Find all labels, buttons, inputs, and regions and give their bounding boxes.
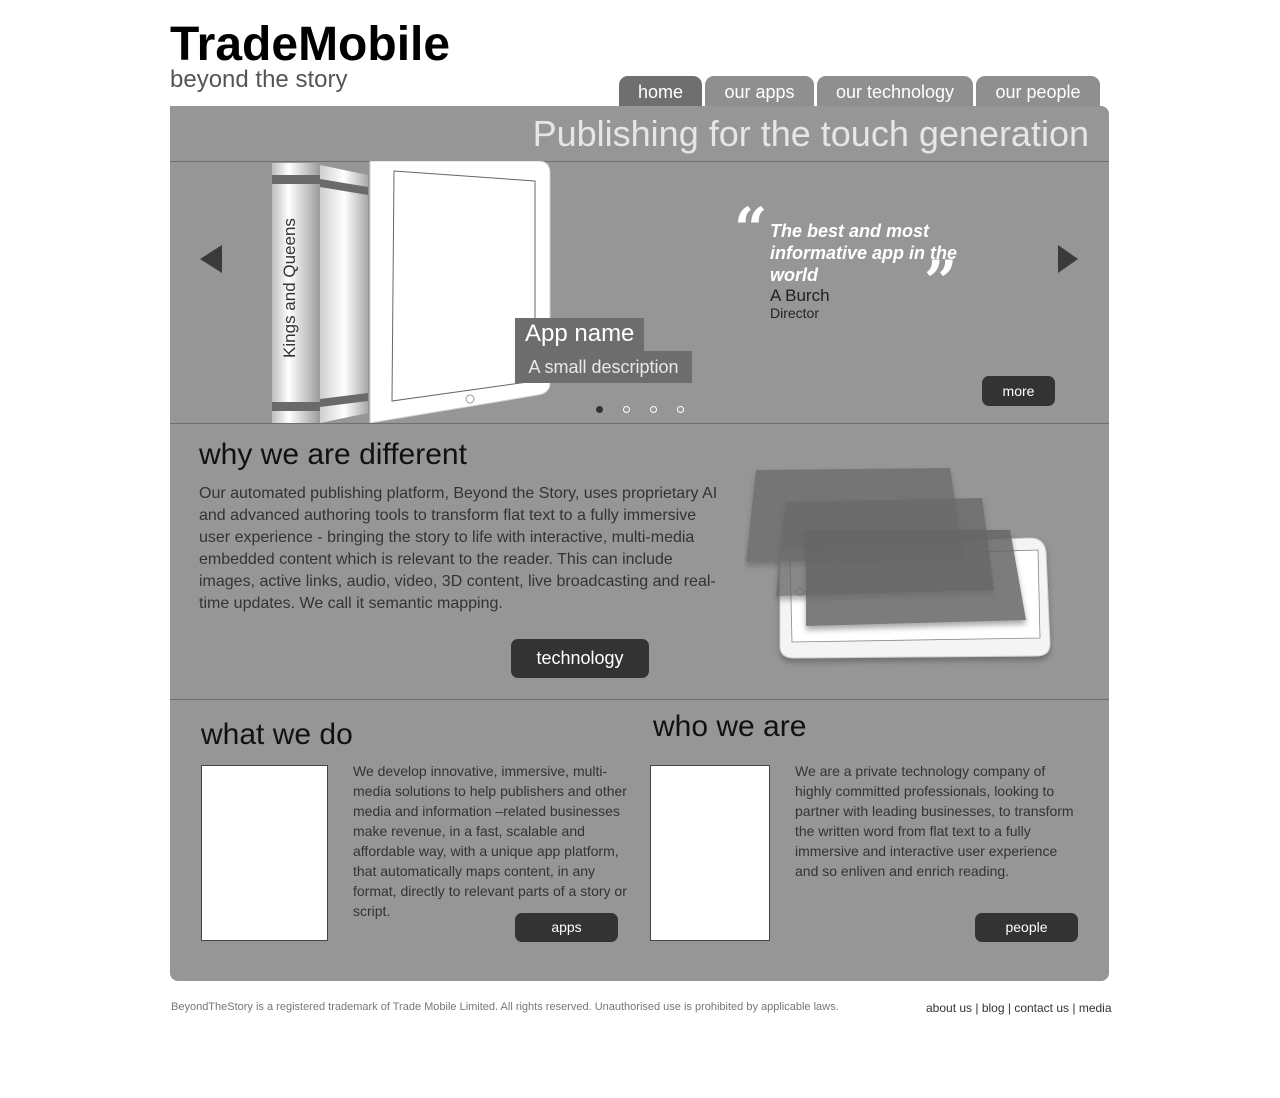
layered-tablet-image	[744, 466, 1054, 671]
section-divider	[170, 699, 1109, 700]
who-section-title: who we are	[653, 710, 807, 743]
apps-button[interactable]: apps	[515, 913, 618, 942]
hero-divider-top	[170, 161, 1109, 162]
footer-link-about-us[interactable]: about us	[926, 1001, 973, 1015]
carousel-dot-1[interactable]	[596, 406, 603, 413]
more-button[interactable]: more	[982, 376, 1055, 406]
footer-link-media[interactable]: media	[1078, 1001, 1112, 1015]
what-section-title: what we do	[201, 718, 353, 751]
footer-separator: |	[1069, 1001, 1079, 1015]
tab-our-technology[interactable]: our technology	[817, 76, 973, 106]
carousel-next-arrow-icon[interactable]	[1058, 245, 1078, 273]
site-tagline: beyond the story	[170, 66, 348, 93]
footer-link-contact-us[interactable]: contact us	[1014, 1001, 1070, 1015]
book-spine-title: Kings and Queens	[280, 218, 299, 358]
footer-separator: |	[1004, 1001, 1015, 1015]
footer-legal-text: BeyondTheStory is a registered trademark of Trade Mobile Limited. All rights reserved. Unauthorised use is prohibited by applicable laws.	[171, 1001, 839, 1013]
hero-divider-bottom	[170, 423, 1109, 424]
what-section-text: We develop innovative, immersive, multi-media solutions to help publishers and other media and information –related businesses make revenue, in a fast, scalable and affordable way, with a unique app platform, that automatically maps content, in any format, directly to relevant parts of a story or script.	[353, 763, 627, 919]
technology-button[interactable]: technology	[511, 639, 649, 678]
who-section-text: We are a private technology company of highly committed professionals, looking to partner with leading businesses, to transform the written word from flat text to a fully immersive and interactive user experience and so enliven and enrich reading.	[795, 763, 1074, 879]
carousel-dot-2[interactable]	[623, 406, 630, 413]
tab-our-apps[interactable]: our apps	[705, 76, 814, 106]
testimonial-quote: The best and most informative app in the world	[770, 221, 958, 285]
quote-open-icon: “	[734, 195, 768, 263]
footer-link-blog[interactable]: blog	[981, 1001, 1005, 1015]
who-section-image-placeholder	[650, 765, 770, 941]
hero-title: Publishing for the touch generation	[532, 113, 1089, 154]
carousel-dot-4[interactable]	[677, 406, 684, 413]
carousel-prev-arrow-icon[interactable]	[200, 245, 222, 273]
main-panel	[170, 106, 1109, 981]
footer-separator: |	[972, 1001, 982, 1015]
tablet-device-image	[368, 161, 552, 423]
site-logo[interactable]: TradeMobile	[170, 18, 451, 71]
tab-our-people[interactable]: our people	[976, 76, 1100, 106]
footer-links	[926, 1001, 1112, 1015]
carousel-dot-3[interactable]	[650, 406, 657, 413]
testimonial-role: Director	[770, 305, 820, 321]
people-button[interactable]: people	[975, 913, 1078, 942]
app-name-label: App name	[515, 318, 644, 351]
why-section-title: why we are different	[199, 438, 467, 471]
why-section-text: Our automated publishing platform, Beyond the Story, uses proprietary AI and advanced authoring tools to transform flat text to a fully immersive user experience - bringing the story to life with interactive, multi-media embedded content which is relevant to the reader. This can include images, active links, audio, video, 3D content, live broadcasting and real-time updates. We call it semantic mapping.	[199, 485, 718, 612]
testimonial-author: A Burch	[770, 286, 830, 305]
what-section-image-placeholder	[201, 765, 328, 941]
tab-home[interactable]: home	[619, 76, 702, 106]
app-description-label: A small description	[515, 351, 692, 383]
quote-close-icon: ”	[924, 248, 958, 316]
